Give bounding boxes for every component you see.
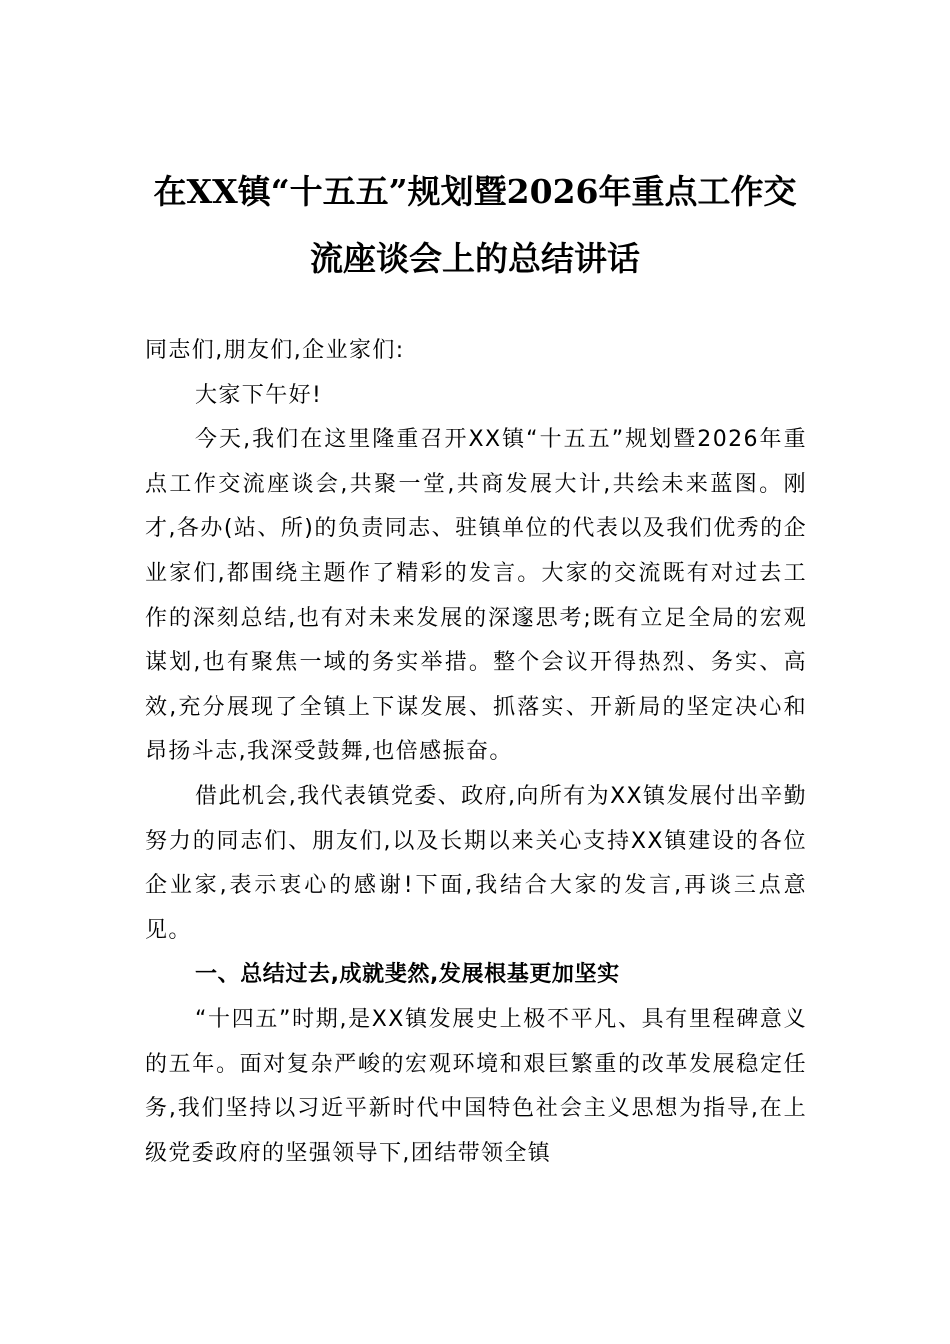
document-title: 在XX镇“十五五”规划暨2026年重点工作交流座谈会上的总结讲话 (153, 172, 797, 278)
greeting-paragraph: 大家下午好! (195, 382, 323, 408)
section-heading: 一、总结过去,成就斐然,发展根基更加坚实 (195, 962, 620, 988)
document-body (145, 329, 807, 1176)
opening-paragraph: 今天,我们在这里隆重召开XX镇“十五五”规划暨2026年重点工作交流座谈会,共聚一堂,共商发展大计,共绘未来蓝图。刚才,各办(站、所)的负责同志、驻镇单位的代表以及我们优秀的企业家们,都围绕主题作了精彩的发言。大家的交流既有对过去工作的深刻总结,也有对未来发展的深邃思考;既有立足全局的宏观谋划,也有聚焦一域的务实举措。整个会议开得热烈、务实、高效,充分展现了全镇上下谋发展、抓落实、开新局的坚定决心和昂扬斗志,我深受鼓舞,也倍感振奋。 (145, 427, 807, 765)
thanks-paragraph: 借此机会,我代表镇党委、政府,向所有为XX镇发展付出辛勤努力的同志们、朋友们,以及长期以来关心支持XX镇建设的各位企业家,表示衷心的感谢!下面,我结合大家的发言,再谈三点意见。 (145, 783, 807, 943)
section-paragraph: “十四五”时期,是XX镇发展史上极不平凡、具有里程碑意义的五年。面对复杂严峻的宏观环境和艰巨繁重的改革发展稳定任务,我们坚持以习近平新时代中国特色社会主义思想为指导,在上级党委政府的坚强领导下,团结带领全镇 (145, 1006, 807, 1166)
salutation: 同志们,朋友们,企业家们: (145, 338, 405, 363)
